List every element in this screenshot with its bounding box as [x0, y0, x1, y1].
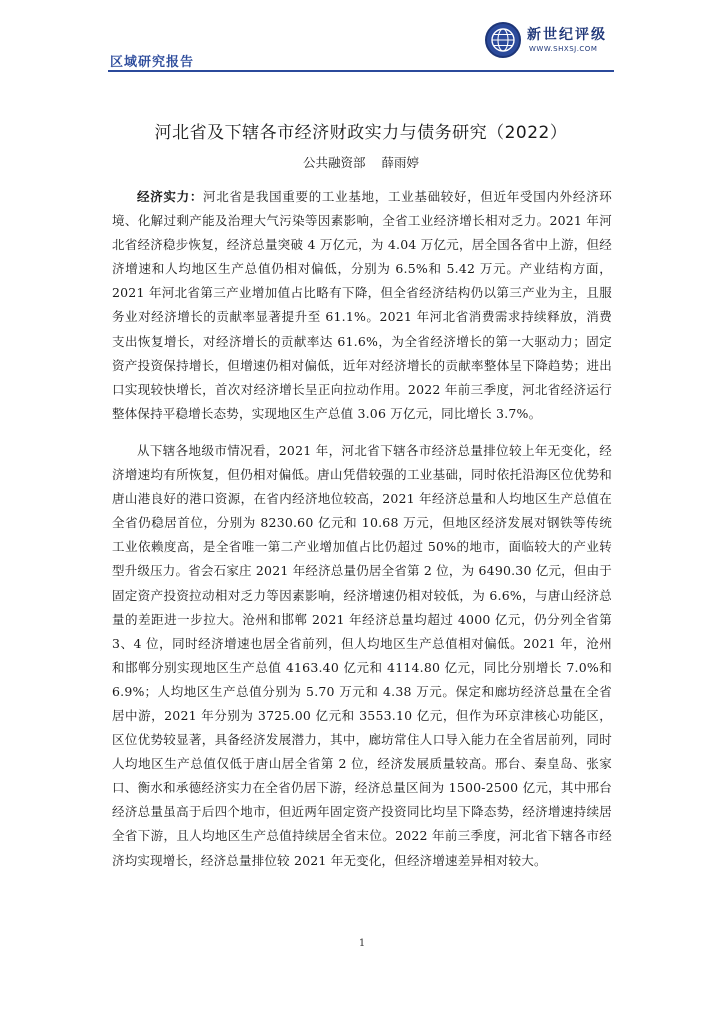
- body-text: [112, 185, 612, 873]
- page-number: 1: [358, 938, 366, 949]
- logo-url: WWW.SHXSJ.COM: [529, 45, 598, 53]
- paragraph-lead: 经济实力：: [137, 189, 204, 204]
- logo-globe-icon: [490, 27, 516, 53]
- header-divider: [108, 70, 614, 72]
- department-name: 公共融资部: [302, 155, 366, 170]
- author-name: 薛雨婷: [381, 155, 420, 170]
- page-header: [0, 0, 724, 72]
- document-title: 河北省及下辖各市经济财政实力与债务研究（2022）: [154, 123, 568, 143]
- company-logo: [485, 20, 625, 64]
- paragraph-body: 从下辖各地级市情况看，2021 年，河北省下辖各市经济总量排位较上年无变化，经济增速均有所恢复，但仍相对偏低。唐山凭借较强的工业基础，同时依托沿海区位优势和唐山港良好的港口资源，在省内经济地位较高，2021 年经济总量和人均地区生产总值在全省仍稳居首位，分别为 8230.60 亿元和 10.68 万元，但地区经济发展对钢铁等传统工业依赖度高，是全省唯一第二产业增加值占比仍超过 50%的地市，面临较大的产业转型升级压力。省会石家庄 2021 年经济总量仍居全省第 2 位，为 6490.30 亿元，但由于固定资产投资拉动相对乏力等因素影响，经济增速仍相对较低，为 6.6%，与唐山经济总量的差距进一步拉大。沧州和邯郸 2021 年经济总量均超过 4000 亿元，仍分列全省第 3、4 位，同时经济增速也居全省前列，但人均地区生产总值相对偏低。2021 年，沧州和邯郸分别实现地区生产总值 4163.40 亿元和 4114.80 亿元，同比分别增长 7.0%和 6.9%；人均地区生产总值分别为 5.70 万元和 4.38 万元。保定和廊坊经济总量在全省居中游，2021 年分别为 3725.00 亿元和 3553.10 亿元，但作为环京津核心功能区，区位优势较显著，具备经济发展潜力，其中，廊坊常住人口导入能力在全省居前列，同时人均地区生产总值仅低于唐山居全省第 2 位，经济发展质量较高。邢台、秦皇岛、张家口、衡水和承德经济实力在全省仍居下游，经济总量区间为 1500-2500 亿元，其中邢台经济总量虽高于后四个地市，但近两年固定资产投资同比均呈下降态势，经济增速持续居全省下游，且人均地区生产总值持续居全省末位。2022 年前三季度，河北省下辖各市经济均实现增长，经济总量排位较 2021 年无变化，但经济增速差异相对较大。: [112, 442, 612, 868]
- paragraph-economic-strength: [112, 185, 612, 426]
- author-line: [108, 153, 614, 171]
- paragraph-cities: [112, 439, 612, 873]
- paragraph-body: 河北省是我国重要的工业基地，工业基础较好，但近年受国内外经济环境、化解过剩产能及治理大气污染等因素影响，全省工业经济增长相对乏力。2021 年河北省经济稳步恢复，经济总量突破 4 万亿元，为 4.04 万亿元，居全国各省中上游，但经济增速和人均地区生产总值仍相对偏低，分别为 6.5%和 5.42 万元。产业结构方面，2021 年河北省第三产业增加值占比略有下降，但全省经济结构仍以第三产业为主，且服务业对经济增长的贡献率显著提升至 61.1%。2021 年河北省消费需求持续释放，消费支出恢复增长，对经济增长的贡献率达 61.6%，为全省经济增长的第一大驱动力；固定资产投资保持增长，但增速仍相对偏低，近年对经济增长的贡献率整体呈下降趋势；进出口实现较快增长，首次对经济增长呈正向拉动作用。2022 年前三季度，河北省经济运行整体保持平稳增长态势，实现地区生产总值 3.06 万亿元，同比增长 3.7%。: [112, 189, 612, 421]
- logo-emblem-icon: [485, 22, 521, 58]
- logo-name: 新世纪评级: [527, 27, 607, 43]
- section-label: 区域研究报告: [110, 55, 195, 70]
